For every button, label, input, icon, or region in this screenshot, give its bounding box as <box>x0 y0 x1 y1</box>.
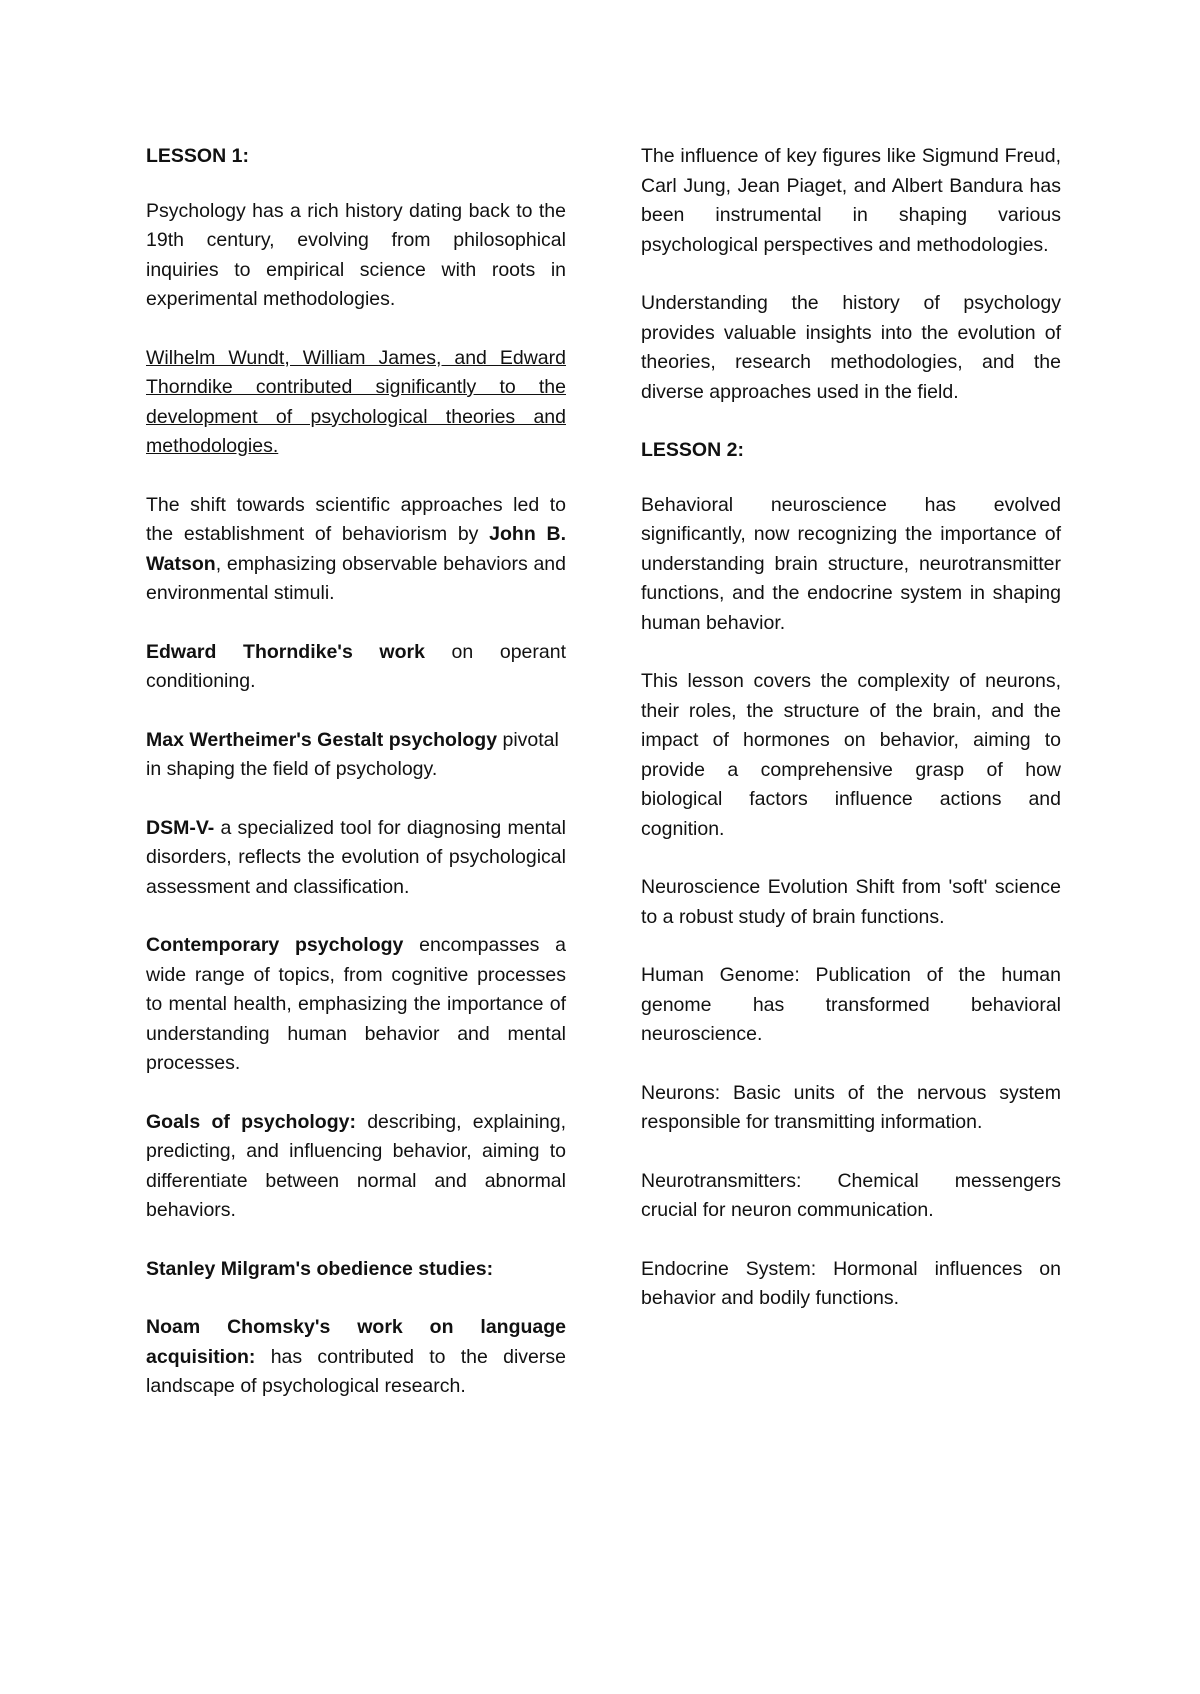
goals-term: Goals of psychology: <box>146 1110 356 1133</box>
lesson-2-heading: LESSON 2: <box>641 439 744 461</box>
goals-text: describing, explaining, predicting, and influencing behavior, aiming to differentiate between normal and abnormal behaviors. <box>146 1110 566 1221</box>
lesson-coverage-paragraph: This lesson covers the complexity of neurons, their roles, the structure of the brain, and the impact of hormones on behavior, aiming to provide a comprehensive grasp of how biological factors influence actions and cognition. <box>641 670 1061 840</box>
contemporary-term: Contemporary psychology <box>146 934 404 956</box>
contributors-paragraph: Wilhelm Wundt, William James, and Edward Thorndike contributed significantly to the development of psychological theories and methodologies. <box>146 346 566 457</box>
behaviorism-text-pre: The shift towards scientific approaches led to the establishment of behaviorism by <box>146 493 566 545</box>
behavioral-neuroscience-paragraph: Behavioral neuroscience has evolved significantly, now recognizing the importance of understanding brain structure, neurotransmitter functions, and the endocrine system in shaping human behavior. <box>641 493 1061 634</box>
behaviorism-paragraph <box>146 491 566 609</box>
milgram-term: Stanley Milgram's obedience studies: <box>146 1257 494 1280</box>
gestalt-text: pivotal in shaping the field of psychology. <box>146 728 559 780</box>
chomsky-term: Noam Chomsky's work on language acquisition: <box>146 1316 566 1368</box>
right-column <box>641 142 1061 1343</box>
contemporary-paragraph <box>146 931 566 1079</box>
dsm-term: DSM-V- <box>146 816 215 839</box>
left-column <box>146 142 566 1431</box>
history-insights-paragraph: Understanding the history of psychology provides valuable insights into the evolution of theories, research methodologies, and the diverse approaches used in the field. <box>641 292 1061 403</box>
endocrine-system-paragraph: Endocrine System: Hormonal influences on behavior and bodily functions. <box>641 1257 1061 1309</box>
lesson-1-heading: LESSON 1: <box>146 145 249 167</box>
behaviorism-text-post: , emphasizing observable behaviors and environmental stimuli. <box>146 552 566 604</box>
goals-paragraph <box>146 1108 566 1226</box>
thorndike-paragraph <box>146 638 566 697</box>
milgram-paragraph <box>146 1255 566 1285</box>
dsm-text: a specialized tool for diagnosing mental disorders, reflects the evolution of psychological assessment and classification. <box>146 816 566 898</box>
thorndike-text: on operant conditioning. <box>146 640 566 692</box>
contemporary-text: encompasses a wide range of topics, from cognitive processes to mental health, emphasizing the importance of understanding human behavior and mental processes. <box>146 934 567 1074</box>
human-genome-paragraph: Human Genome: Publication of the human genome has transformed behavioral neuroscience. <box>641 964 1061 1045</box>
gestalt-paragraph <box>146 726 566 785</box>
gestalt-term: Max Wertheimer's Gestalt psychology <box>146 728 498 751</box>
neurotransmitters-paragraph: Neurotransmitters: Chemical messengers crucial for neuron communication. <box>641 1169 1061 1221</box>
neuroscience-evolution-paragraph: Neuroscience Evolution Shift from 'soft' science to a robust study of brain functions. <box>641 876 1061 928</box>
thorndike-term: Edward Thorndike's work <box>146 640 425 663</box>
chomsky-text: has contributed to the diverse landscape of psychological research. <box>146 1345 566 1397</box>
neurons-paragraph: Neurons: Basic units of the nervous system responsible for transmitting information. <box>641 1081 1061 1133</box>
chomsky-paragraph <box>146 1313 566 1402</box>
key-figures-paragraph: The influence of key figures like Sigmund Freud, Carl Jung, Jean Piaget, and Albert Bandura has been instrumental in shaping various psychological perspectives and methodologies. <box>641 145 1061 256</box>
history-paragraph: Psychology has a rich history dating back to the 19th century, evolving from philosophical inquiries to empirical science with roots in experimental methodologies. <box>146 199 566 310</box>
dsm-paragraph <box>146 814 566 903</box>
watson-name: John B. Watson <box>146 523 567 575</box>
